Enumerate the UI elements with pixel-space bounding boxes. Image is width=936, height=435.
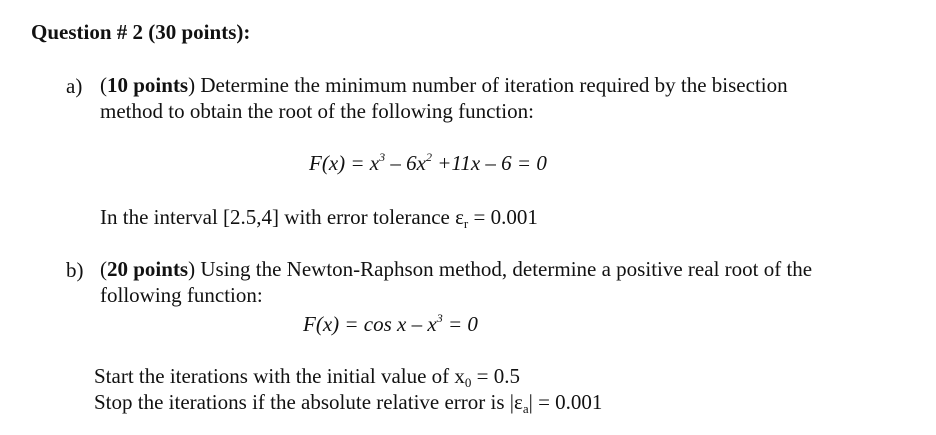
part-a-equation: $F(x) = x^3 - 6x^2 +11x - 6 = 0$ [309,150,547,175]
part-a-marker: a) [66,74,83,98]
part-a-line-1: (10 points) Determine the minimum number of iteration required by the bisection [100,73,788,97]
part-b-stop: Stop the iterations if the absolute relative error is $|\varepsilon_a| = 0.001$ [94,390,603,416]
part-b-line-1: (20 points) Using the Newton-Raphson method, determine a positive real root of the [100,257,813,281]
part-b-start: Start the iterations with the initial value of $x_0 = 0.5$ [94,364,521,390]
part-a-line-1-text: Determine the minimum number of iteration required by the bisection [195,73,788,97]
part-b-points: 20 points [107,257,189,281]
question-title: Question # 2 (30 points): [31,20,251,44]
part-b-equation: $F(x) = \cos x - x^3 = 0$ [303,311,478,336]
part-b-line-1-text: Using the Newton-Raphson method, determine a positive real root of the [195,257,813,281]
part-a-points: 10 points [107,73,189,97]
part-b-marker: b) [66,258,84,282]
part-a-interval: In the interval [2.5,4] with error tolerance $\varepsilon_r = 0.001$ [100,205,538,231]
part-a-line-2: method to obtain the root of the following function: [100,99,534,123]
part-b-line-2: following function: [100,283,263,307]
